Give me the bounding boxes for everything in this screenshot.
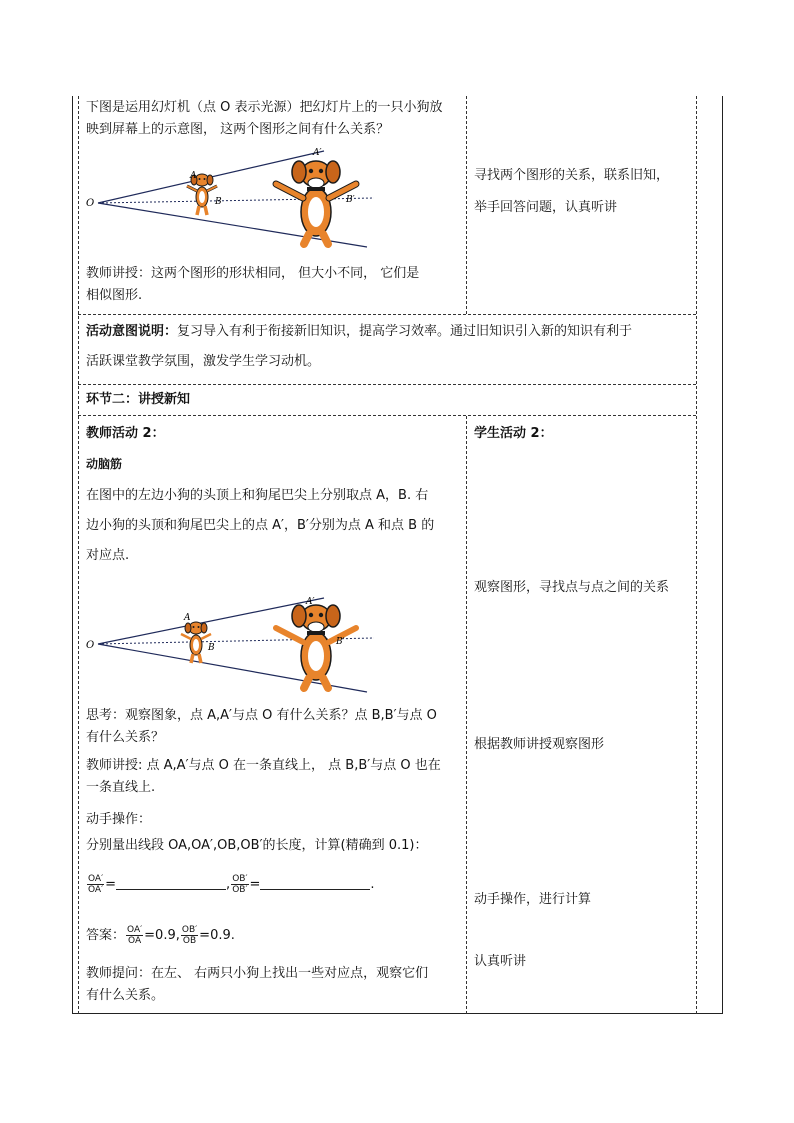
student-observe: 观察图形，寻找点与点之间的关系 — [474, 580, 670, 595]
ratio-1: $\frac{OA'}{OA'}$ — [88, 874, 104, 895]
section-2-title: 环节二：讲授新知 — [86, 392, 191, 407]
explain-line-1: 教师讲授：这两个图形的形状相同， 但大小不同， 它们是 — [86, 266, 420, 281]
answer-ratio-2: $\frac{OB'}{OB}$ — [181, 925, 198, 946]
student-listen: 认真听讲 — [474, 954, 527, 969]
teacher-activity-heading: 教师活动 2： — [86, 426, 165, 441]
teacher-para-line-3: 对应点. — [86, 548, 130, 563]
label-a-prime: A′ — [313, 148, 322, 158]
small-dog-icon-2 — [181, 622, 211, 663]
table-bottom-border — [72, 1013, 723, 1014]
label-b-prime: B′ — [346, 195, 355, 205]
row-divider-2 — [78, 384, 696, 385]
label-o: O — [86, 198, 95, 209]
student-activity-heading: 学生活动 2： — [474, 426, 553, 441]
think-line-2: 有什么关系？ — [86, 730, 165, 745]
table-outer-right-border — [722, 96, 723, 1014]
inner-left-dash — [78, 96, 79, 1014]
projection-figure-2 — [84, 596, 384, 696]
operation-label: 动手操作： — [86, 812, 152, 827]
student-response-2: 举手回答问题，认真听讲 — [474, 200, 618, 215]
blank-1[interactable] — [116, 879, 226, 890]
intent-line-1 — [86, 320, 632, 344]
column-divider-top — [466, 96, 467, 314]
explain-line-2: 相似图形. — [86, 288, 143, 303]
table-left-border — [72, 96, 73, 1014]
teacher-question-line-1: 教师提问：在左、 右两只小狗上找出一些对应点，观察它们 — [86, 966, 429, 981]
intro-line-2: 映到屏幕上的示意图， 这两个图形之间有什么关系？ — [86, 122, 390, 137]
student-response-1: 寻找两个图形的关系，联系旧知， — [474, 168, 670, 183]
ratio-2: $\frac{OB'}{OB'}$ — [232, 874, 248, 895]
label-b-2: B — [208, 643, 215, 653]
label-b-prime-2: B′ — [336, 637, 345, 647]
column-divider-bottom — [466, 416, 467, 1014]
ratio-blanks: $\frac{OA'}{OA'}$ = , $\frac{OB'}{OB'}$ = . — [88, 874, 375, 895]
intent-label: 活动意图说明： — [86, 324, 178, 339]
intro-line-1: 下图是运用幻灯机（点 O 表示光源）把幻灯片上的一只小狗放 — [86, 100, 443, 115]
row-divider-1 — [78, 314, 696, 315]
answer-ratio-1: $\frac{OA'}{OA}$ — [127, 925, 143, 946]
label-o-2: O — [86, 640, 95, 651]
teacher-para-line-1: 在图中的左边小狗的头顶上和狗尾巴尖上分别取点 A，B. 右 — [86, 488, 429, 503]
intent-text-1: 复习导入有利于衔接新旧知识，提高学习效率。通过旧知识引入新的知识有利于 — [177, 324, 633, 339]
teacher-para-line-2: 边小狗的头顶和狗尾巴尖上的点 A′，B′分别为点 A 和点 B 的 — [86, 518, 435, 533]
label-a-prime-2: A′ — [306, 597, 315, 607]
student-according: 根据教师讲授观察图形 — [474, 737, 605, 752]
label-b: B — [215, 197, 222, 207]
large-dog-icon — [276, 161, 356, 244]
brainstorm-subheading: 动脑筋 — [86, 457, 123, 471]
intent-line-2: 活跃课堂教学氛围，激发学生学习动机。 — [86, 354, 321, 369]
teacher-explain-line-2: 一条直线上. — [86, 780, 156, 795]
label-a-2: A — [184, 613, 191, 623]
blank-2[interactable] — [260, 879, 370, 890]
inner-right-dash — [696, 96, 697, 1014]
projection-figure-1 — [84, 144, 384, 250]
row-divider-3 — [78, 415, 696, 416]
think-line-1: 思考：观察图象，点 A,A′与点 O 有什么关系？点 B,B′与点 O — [86, 708, 437, 723]
measure-instruction: 分别量出线段 OA,OA′,OB,OB′的长度，计算(精确到 0.1)： — [86, 838, 428, 853]
label-a: A — [190, 171, 197, 181]
answer-label: 答案： — [86, 928, 126, 943]
student-calculate: 动手操作，进行计算 — [474, 892, 592, 907]
teacher-explain-line-1: 教师讲授: 点 A,A′与点 O 在一条直线上， 点 B,B′与点 O 也在 — [86, 758, 441, 773]
teacher-question-line-2: 有什么关系。 — [86, 988, 165, 1003]
answer-line: 答案： $\frac{OA'}{OA}$ =0.9, $\frac{OB'}{OB}$ =0.9. — [86, 925, 235, 946]
